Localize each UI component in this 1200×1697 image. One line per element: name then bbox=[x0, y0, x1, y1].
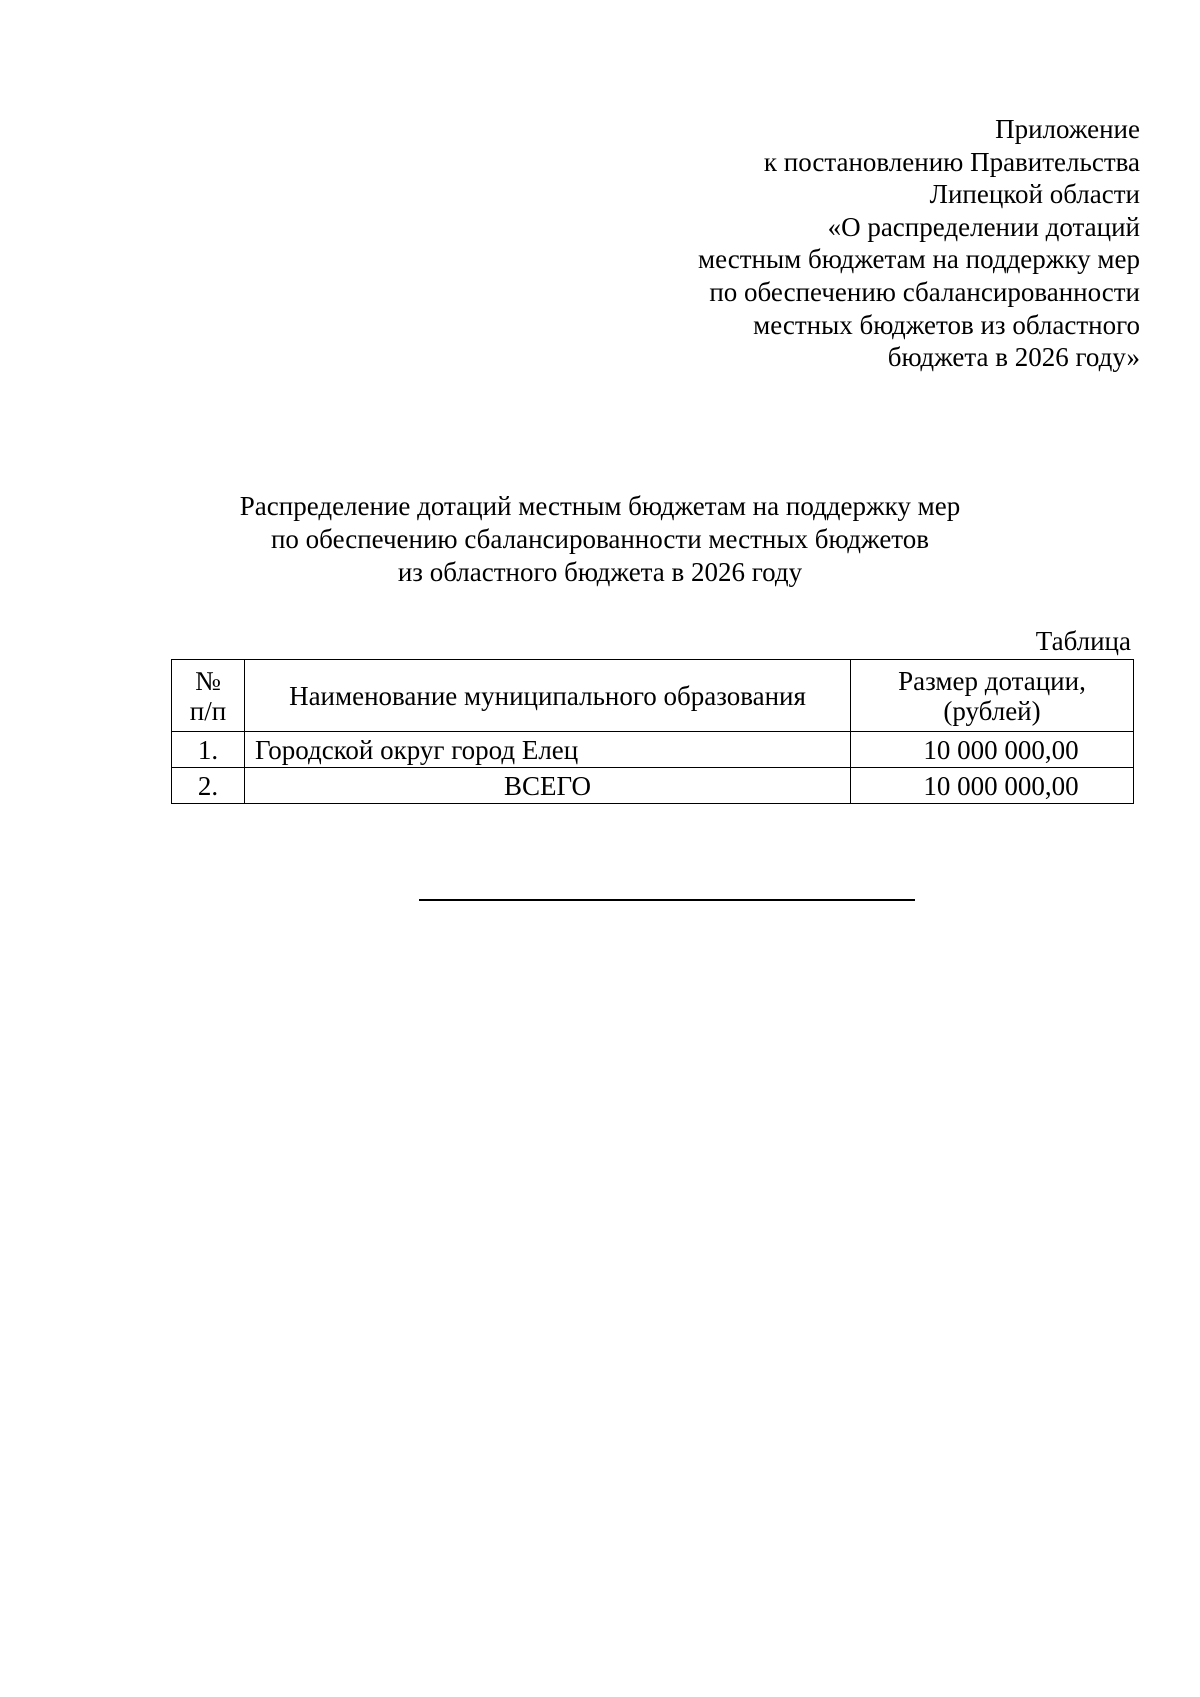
appendix-line: «О распределении дотаций bbox=[827, 211, 1140, 242]
table-header-row bbox=[172, 660, 1134, 732]
header-number-abbr: п/п bbox=[189, 695, 227, 726]
table-row bbox=[172, 732, 1134, 768]
title-line: из областного бюджета в 2026 году bbox=[397, 556, 803, 587]
title-line: по обеспечению сбалансированности местных бюджетов bbox=[270, 523, 930, 554]
table-caption: Таблица bbox=[1035, 626, 1131, 656]
row-number: 1. bbox=[172, 732, 245, 768]
appendix-header bbox=[580, 113, 1140, 374]
appendix-line: Приложение bbox=[995, 114, 1140, 144]
appendix-line: к постановлению Правительства bbox=[763, 146, 1140, 177]
header-amount-unit: (рублей) bbox=[943, 695, 1041, 726]
title-line: Распределение дотаций местным бюджетам на поддержку мер bbox=[239, 491, 961, 521]
closing-rule bbox=[419, 899, 915, 901]
appendix-line: местных бюджетов из областного bbox=[753, 309, 1140, 340]
row-municipality: Городской округ город Елец bbox=[245, 732, 851, 768]
header-number bbox=[172, 660, 245, 732]
row-total-label: ВСЕГО bbox=[245, 768, 851, 804]
document-title bbox=[0, 490, 1200, 588]
header-amount-label: Размер дотации, bbox=[898, 665, 1086, 696]
appendix-line: бюджета в 2026 году» bbox=[887, 342, 1140, 373]
table-row-total bbox=[172, 768, 1134, 804]
subsidy-table bbox=[171, 659, 1134, 804]
row-amount: 10 000 000,00 bbox=[851, 768, 1134, 804]
header-amount bbox=[851, 660, 1134, 732]
header-number-symbol: № bbox=[195, 665, 221, 696]
header-municipality: Наименование муниципального образования bbox=[245, 660, 851, 732]
appendix-line: по обеспечению сбалансированности bbox=[709, 276, 1140, 307]
row-number: 2. bbox=[172, 768, 245, 804]
appendix-line: местным бюджетам на поддержку мер bbox=[698, 244, 1140, 275]
row-amount: 10 000 000,00 bbox=[851, 732, 1134, 768]
appendix-line: Липецкой области bbox=[929, 179, 1140, 210]
